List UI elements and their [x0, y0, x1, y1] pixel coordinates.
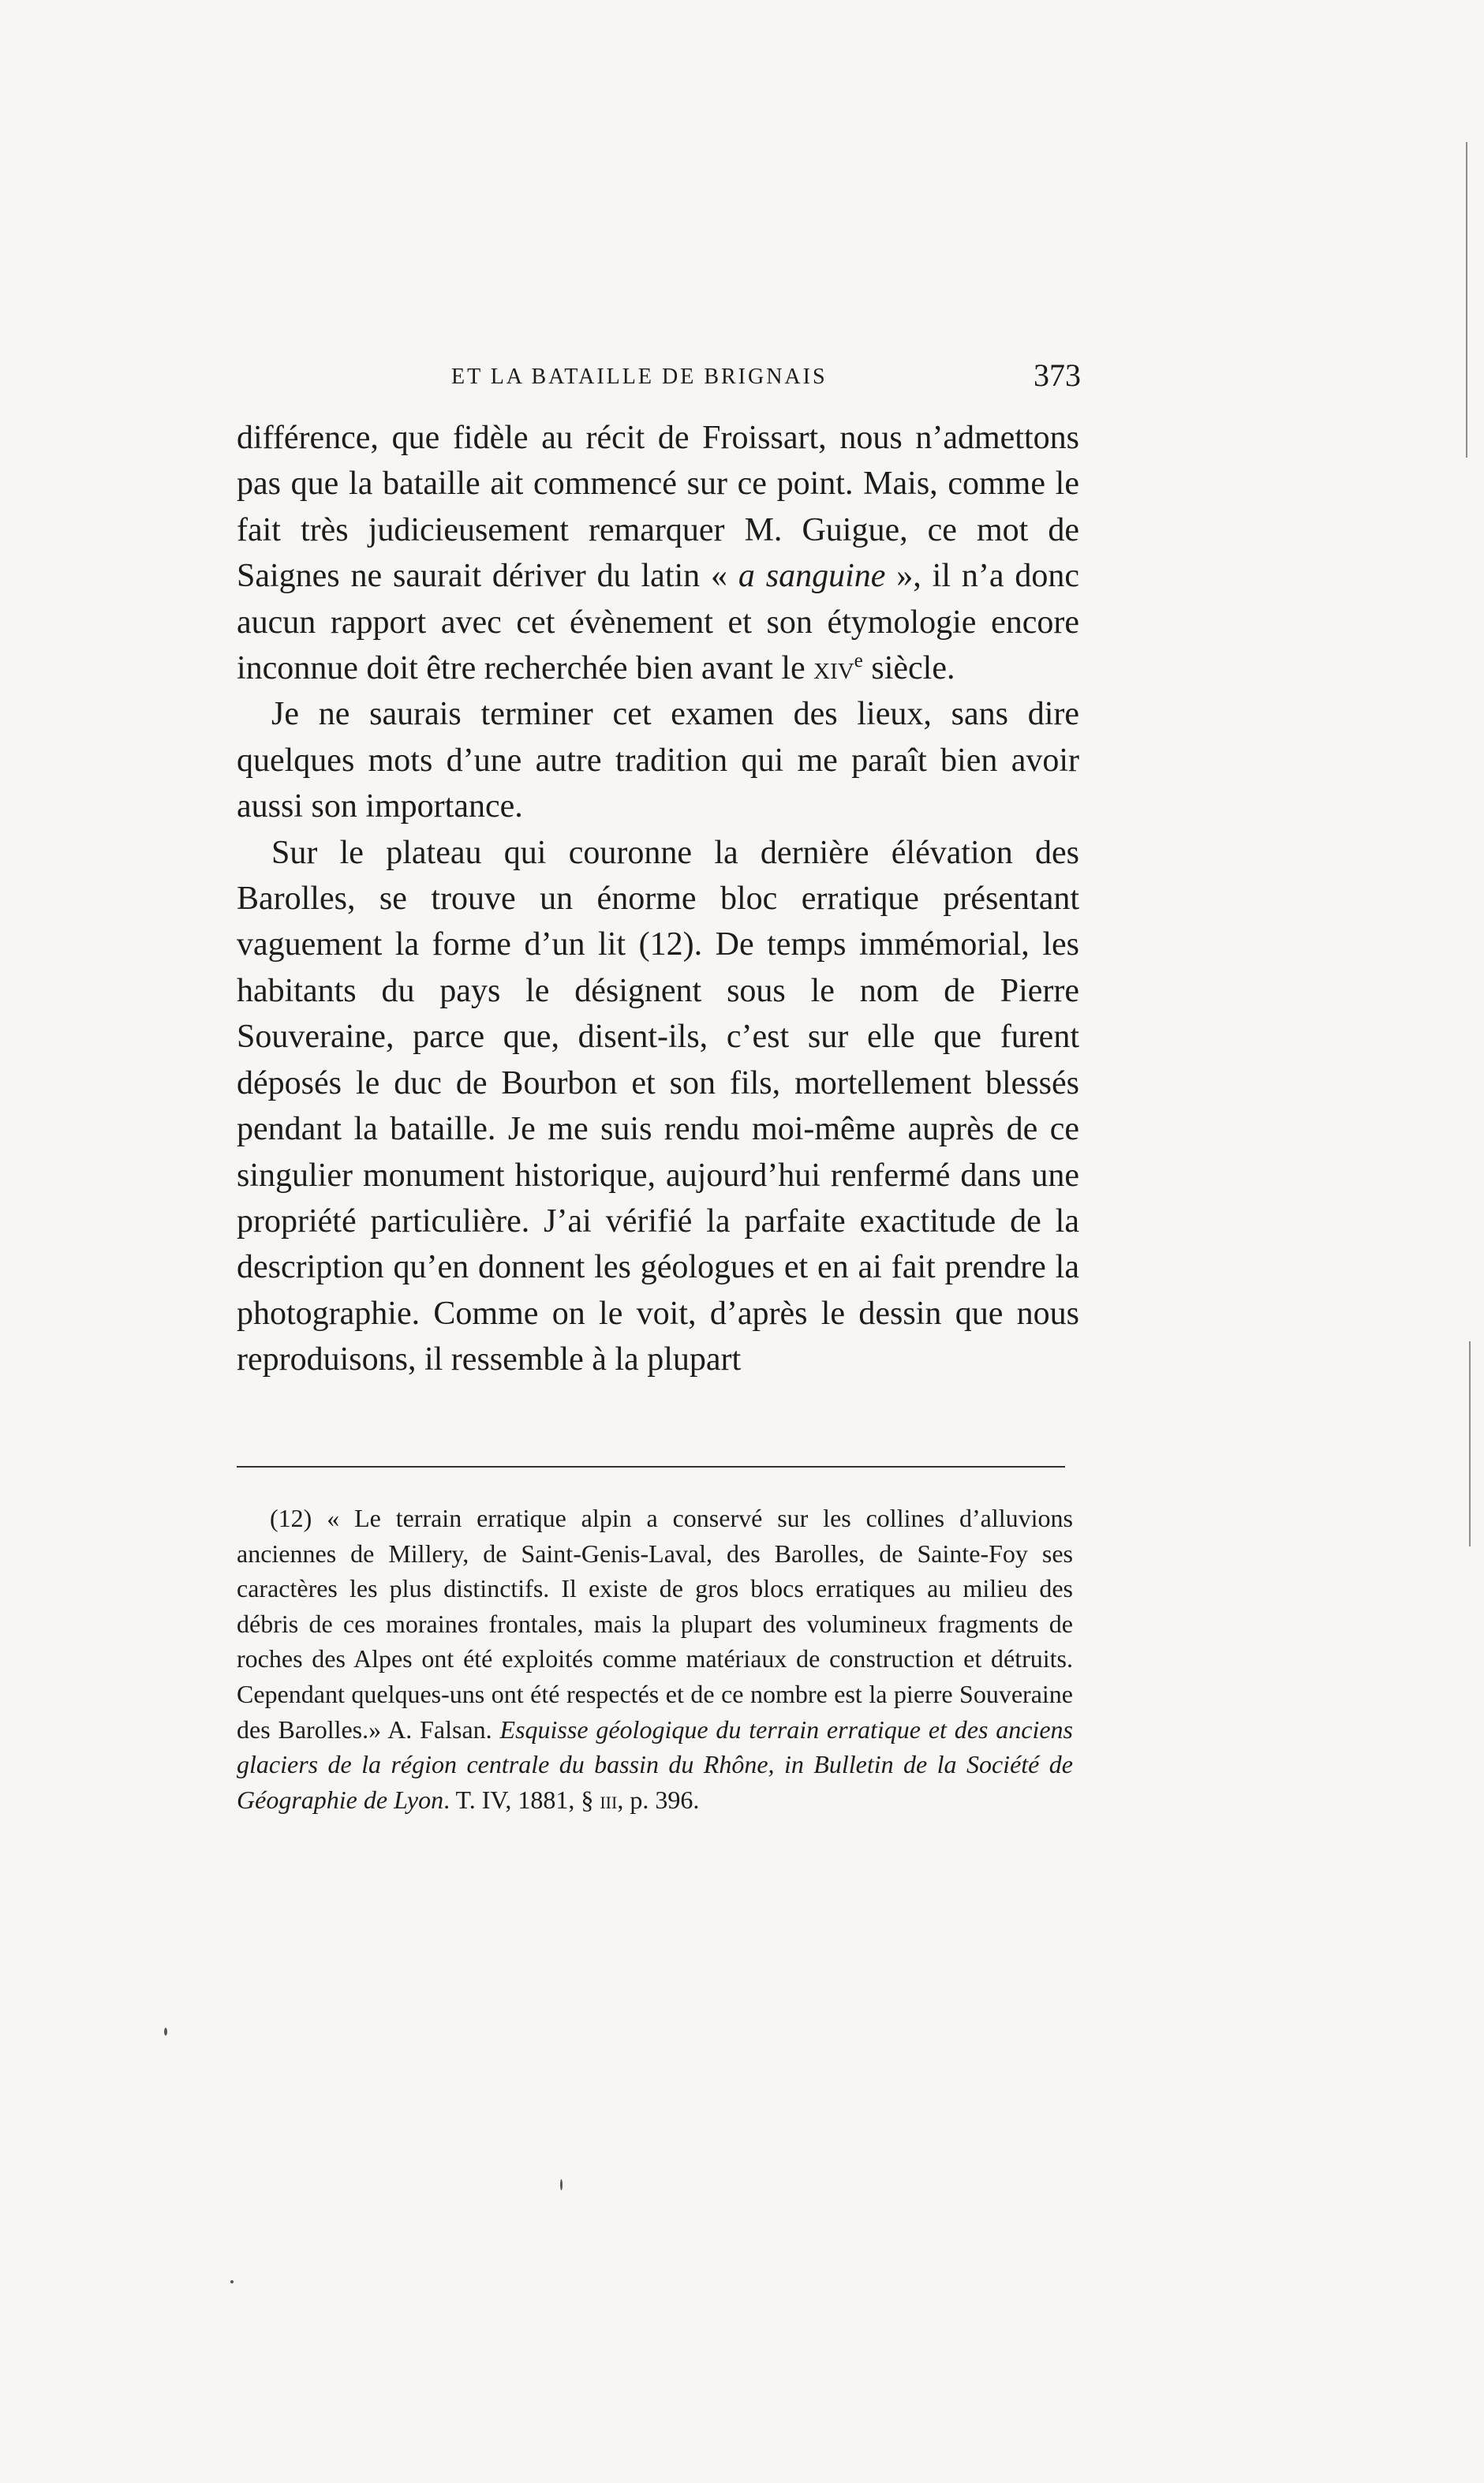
paragraph-1-text-b: », il n’a donc aucun rapport avec cet évènement et son étymologie encore inconnue doit être recherchée bien avant le [237, 558, 1080, 687]
footnote-italic-title: Esquisse géologique du terrain erratique et des anciens glaciers de la région centrale du bassin du Rhône, in Bulletin de la Société de Géographie de Lyon [237, 1715, 1074, 1814]
footnote-rule [237, 1466, 1065, 1468]
paper-speck [164, 2028, 167, 2036]
paragraph-1 [237, 415, 1079, 691]
paragraph-3: Sur le plateau qui couronne la dernière élévation des Barolles, se trouve un énorme bloc erratique présentant vaguement la forme d’un lit (12). De temps immémorial, les habitants du pays le désignent sous le nom de Pierre Souveraine, parce que, disent-ils, c’est sur elle que furent déposés le duc de Bourbon et son fils, mortellement blessés pendant la bataille. Je me suis rendu moi-même auprès de ce singulier monument historique, aujourd’hui renfermé dans une propriété particulière. J’ai vérifié la parfaite exactitude de la description qu’en donnent les géologues et en ai fait prendre la photographie. Comme on le voit, d’après le dessin que nous reproduisons, il ressemble à la plupart [237, 834, 1079, 1378]
century-superscript: e [854, 650, 863, 672]
running-title: ET LA BATAILLE DE BRIGNAIS [451, 365, 828, 389]
footnote-section-numeral: iii [600, 1785, 618, 1814]
footnote-12 [237, 1501, 1073, 1817]
body-text [237, 415, 1079, 1383]
page-edge-mark [1466, 142, 1467, 458]
paper-speck [560, 2179, 563, 2190]
paper-speck [230, 2280, 234, 2283]
footnote-text-c: , p. 396. [617, 1785, 700, 1814]
running-head [237, 357, 1081, 404]
paragraph-1-text-a: différence, que fidèle au récit de Froissart, nous n’admettons pas que la bataille ait commencé sur ce point. Mais, comme le fait très judicieusement remarquer M. Guigue, ce mot de Saignes ne saurait dériver du latin « [237, 420, 1079, 595]
page-number: 373 [1034, 357, 1081, 393]
paragraph-2: Je ne saurais terminer cet examen des lieux, sans dire quelques mots d’une autre tradition qui me paraît bien avoir aussi son importance. [237, 696, 1079, 825]
paragraph-1-italic: a sanguine [738, 558, 886, 595]
century-numeral: xiv [813, 650, 854, 687]
page-edge-mark [1469, 1341, 1471, 1546]
footnote-text-a: (12) « Le terrain erratique alpin a conservé sur les collines d’alluvions anciennes de Millery, de Saint-Genis-Laval, des Barolles, de Sainte-Foy ses caractères les plus distinctifs. Il existe de gros blocs erratiques au milieu des débris de ces moraines frontales, mais la plupart des volumineux fragments de roches des Alpes ont été exploités comme matériaux de construction et détruits. Cependant quelques-uns ont été respectés et de ce nombre est la pierre Souveraine des Barolles.» A. Falsan. [237, 1504, 1073, 1744]
paragraph-1-text-c: siècle. [862, 650, 955, 687]
footnote-text-b: . T. IV, 1881, § [443, 1785, 600, 1814]
